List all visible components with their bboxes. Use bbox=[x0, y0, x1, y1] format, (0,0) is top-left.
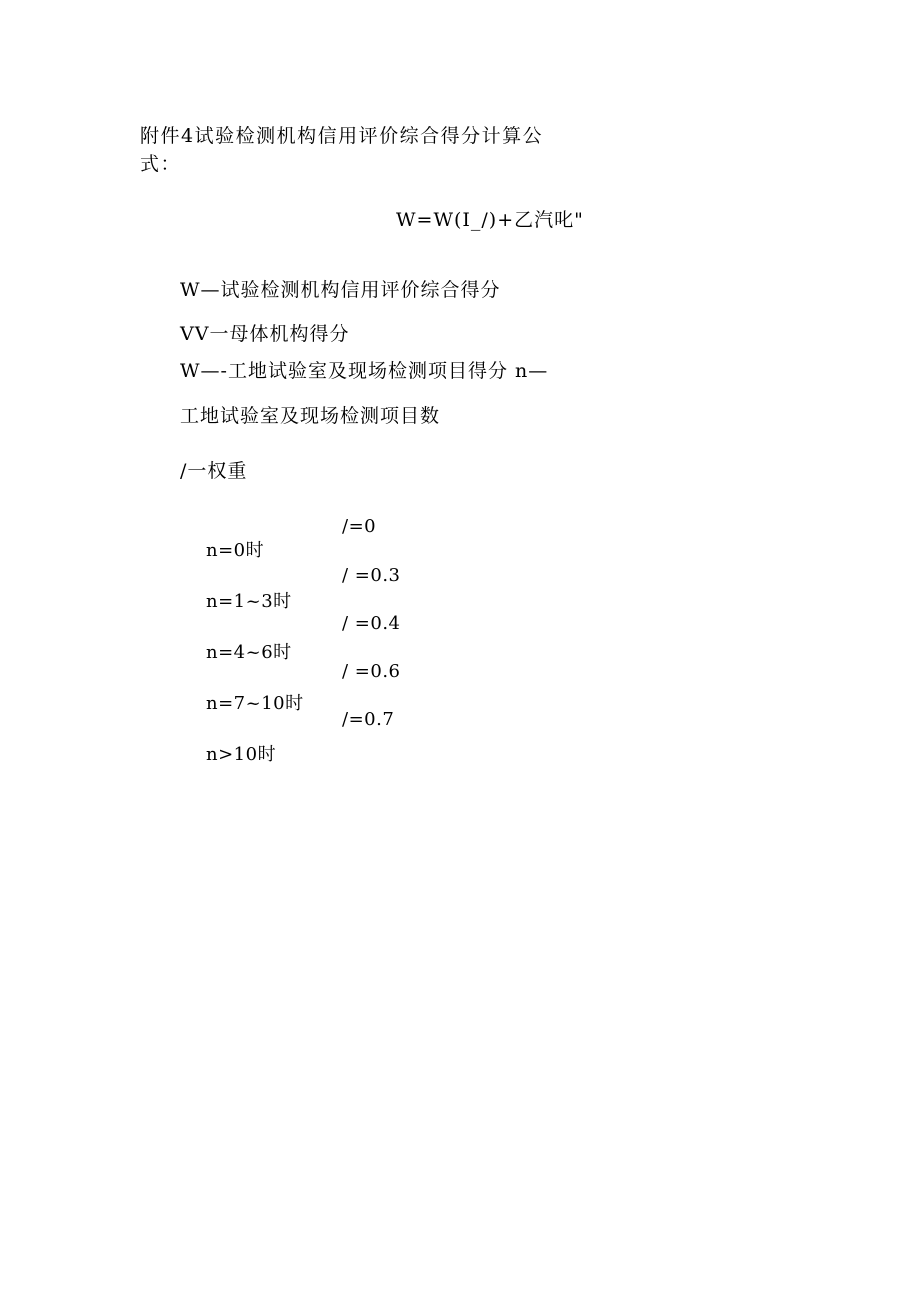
weight-condition: n=1~3时 bbox=[206, 591, 292, 612]
definition-parent-score: VV一母体机构得分 bbox=[180, 323, 350, 345]
definition-overall-score: W—试验检测机构信用评价综合得分 bbox=[180, 279, 501, 301]
score-formula: W=W(I_/)+乙汽叱" bbox=[396, 209, 584, 231]
document-heading: 附件4试验检测机构信用评价综合得分计算公式： bbox=[140, 125, 544, 175]
definition-site-lab-count: 工地试验室及现场检测项目数 bbox=[180, 405, 441, 427]
weight-value: /=0.7 bbox=[342, 709, 395, 730]
weight-condition: n=0时 bbox=[206, 540, 265, 561]
weight-value: / =0.4 bbox=[342, 613, 401, 634]
weight-condition: n=4~6时 bbox=[206, 642, 292, 663]
weight-value: / =0.6 bbox=[342, 661, 401, 682]
weight-value: / =0.3 bbox=[342, 565, 401, 586]
definition-site-lab-score: W—-工地试验室及现场检测项目得分 n— bbox=[180, 360, 549, 382]
weight-condition: n>10时 bbox=[206, 744, 277, 765]
weight-condition: n=7~10时 bbox=[206, 693, 304, 714]
weight-value: /=0 bbox=[342, 516, 377, 537]
definition-weight: /一权重 bbox=[180, 460, 248, 482]
